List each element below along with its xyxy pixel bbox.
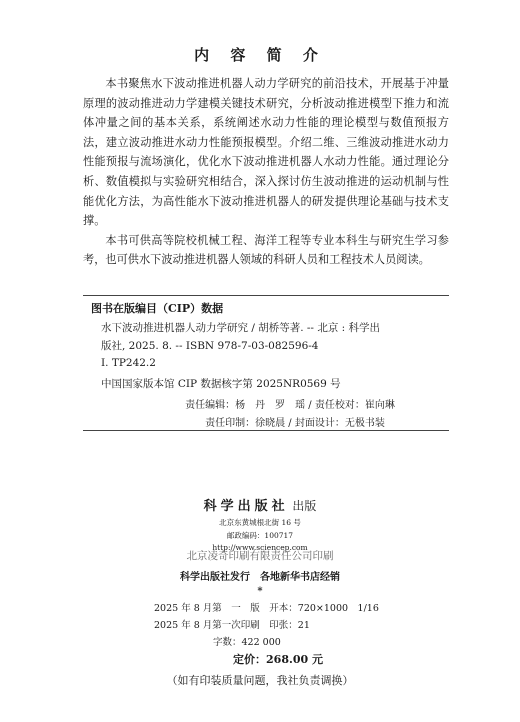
- cip-bottom-rule: [83, 430, 449, 431]
- cip-top-rule: [83, 295, 449, 296]
- responsible-editors: 责任编辑：杨 丹 罗 瑶 / 责任校对：崔向琳: [185, 400, 395, 411]
- page-title: 内 容 简 介: [194, 46, 326, 64]
- abstract-paragraph-1: 本书聚焦水下波动推进机器人动力学研究的前沿技术，开展基于冲量原理的波动推进动力学建模关键技术研究，分析波动推进模型下推力和流体冲量之间的基本关系，系统阐述水动力性能的理论模型与数值预报方法，建立波动推进水动力性能预报模型。介绍二维、三维波动推进水动力性能预报与流场演化，优化水下波动推进机器人水动力性能。通过理论分析、数值模拟与实验研究相结合，深入探讨仿生波动推进的运动机制与性能优化方法，为高性能水下波动推进机器人的研发提供理论基础与技术支撑。: [83, 77, 449, 228]
- quality-note: （如有印装质量问题，我社负责调换）: [166, 674, 354, 687]
- publisher-website: http://www.sciencep.com: [212, 543, 308, 552]
- price: 定价：268.00 元: [233, 653, 323, 666]
- cip-line-record-number: 中国国家版本馆 CIP 数据核字第 2025NR0569 号: [101, 378, 341, 390]
- cip-line-classification: Ⅰ. TP242.2: [101, 357, 156, 369]
- separator-star: *: [257, 586, 263, 597]
- edition-info: 2025 年 8 月第 一 版 开本：720×1000 1/16: [154, 603, 379, 614]
- printing-info: 2025 年 8 月第一次印刷 印张：21: [154, 620, 310, 631]
- cip-heading: 图书在版编目（CIP）数据: [91, 302, 224, 315]
- publisher-logo-name: 科学出版社: [203, 499, 289, 514]
- word-count: 字数：422 000: [213, 637, 281, 648]
- publisher-line: [0, 495, 520, 514]
- printer-line: 北京凌奇印刷有限责任公司印刷: [186, 550, 334, 562]
- cip-line-title: 水下波动推进机器人动力学研究 / 胡桥等著. -- 北京 : 科学出: [101, 322, 381, 334]
- cip-line-isbn: 版社, 2025. 8. -- ISBN 978-7-03-082596-4: [101, 340, 319, 352]
- production-credits: 责任印制：徐晓晨 / 封面设计：无极书装: [205, 418, 385, 429]
- abstract-paragraph-2: 本书可供高等院校机械工程、海洋工程等专业本科生与研究生学习参考，也可供水下波动推进机器人领域的科研人员和工程技术人员阅读。: [83, 233, 449, 267]
- publisher-suffix: 出版: [292, 499, 317, 513]
- abstract: [83, 74, 449, 270]
- distributor-line: 科学出版社发行 各地新华书店经销: [180, 572, 340, 583]
- publisher-postcode: 邮政编码：100717: [226, 531, 294, 540]
- publisher-address: 北京东黄城根北街 16 号: [219, 518, 301, 527]
